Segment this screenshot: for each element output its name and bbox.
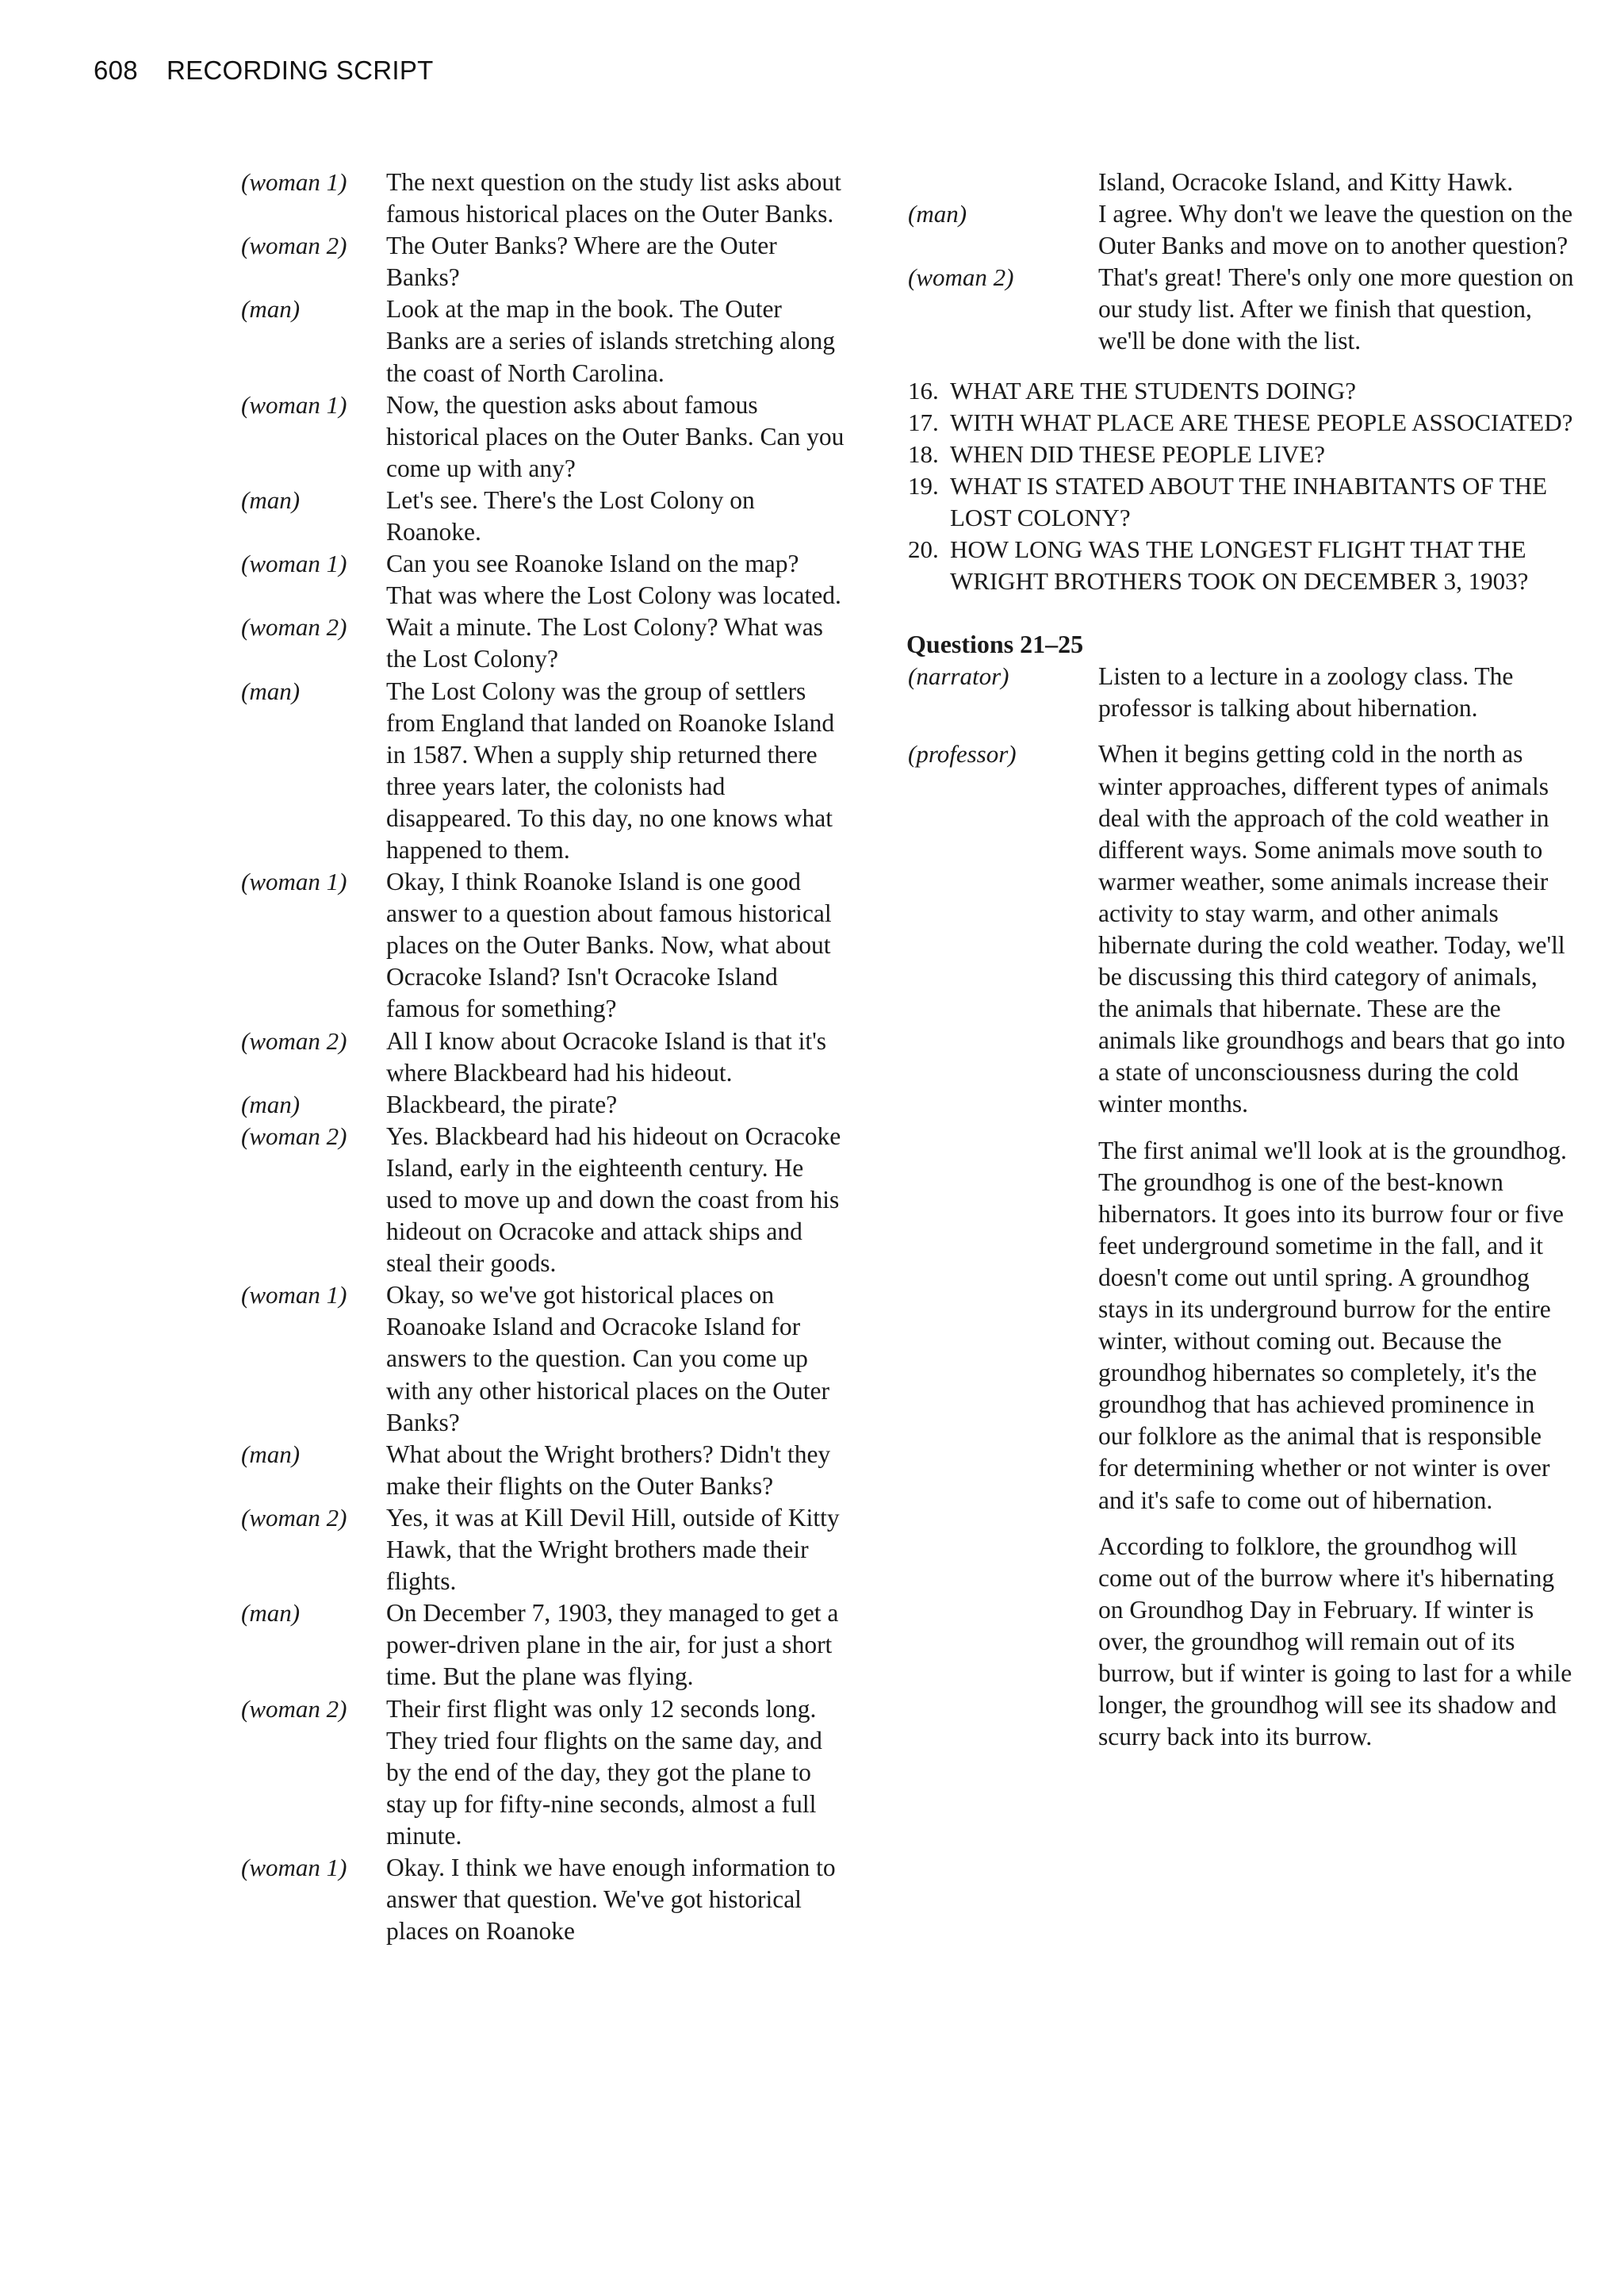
question-number: 20. (908, 535, 939, 564)
lecture-paragraph: According to folklore, the groundhog will come out of the burrow where it's hibernating on Groundhog Day in February. If winter is over, the groundhog will remain out of its burrow, but if winter is going to last for a while longer, the groundhog will see its shadow and scurry back into its burrow. (1098, 1532, 1572, 1751)
speaker-label: (woman 2) (241, 232, 347, 260)
speaker-label: (woman 2) (241, 1694, 347, 1723)
section-heading: Questions 21–25 (906, 630, 1084, 659)
dialogue-line (241, 485, 845, 548)
dialogue-text: The Lost Colony was the group of settlers from England that landed on Roanoke Island in 1587. When a supply ship returned there three years later, the colonists had disappeared. To this day, no one knows what happened to them. (386, 677, 835, 864)
speaker-label: (woman 1) (241, 1853, 347, 1881)
page-number: 608 (94, 56, 138, 85)
speaker-label: (woman 2) (241, 613, 347, 642)
dialogue-text: Can you see Roanoke Island on the map? That was where the Lost Colony was located. (386, 550, 841, 610)
dialogue-continuation: Island, Ocracoke Island, and Kitty Hawk. (1098, 168, 1514, 196)
lecture-line (908, 738, 1574, 1120)
dialogue-line (241, 1597, 845, 1693)
dialogue-text: Okay. I think we have enough information to answer that question. We've got historical places on Roanoke (386, 1853, 836, 1946)
question-item (908, 534, 1574, 597)
speaker-label: (woman 1) (241, 1281, 347, 1309)
dialogue-line (908, 262, 1574, 357)
left-column (241, 167, 845, 1947)
dialogue-line (241, 1089, 845, 1121)
lecture-text: When it begins getting cold in the north as winter approaches, different types of animals deal with the approach of the cold weather in different ways. Some animals move south to warmer weather, some animals increase their activity to stay warm, and other animals hibernate during the cold weather. Today, we'll be discussing this third category of animals, the animals that hibernate. These are the animals like groundhogs and bears that go into a state of unconsciousness during the cold winter months. (1098, 740, 1565, 1118)
dialogue-line (241, 1279, 845, 1438)
dialogue-text: The Outer Banks? Where are the Outer Banks? (386, 232, 777, 292)
dialogue-line (241, 612, 845, 675)
speaker-label: (man) (241, 1440, 301, 1468)
dialogue-text: I agree. Why don't we leave the question on the Outer Banks and move on to another question? (1098, 200, 1573, 260)
dialogue-text: All I know about Ocracoke Island is that it's where Blackbeard had his hideout. (386, 1026, 827, 1087)
question-number: 17. (908, 408, 939, 436)
speaker-label: (man) (241, 295, 301, 324)
question-number: 16. (908, 376, 939, 405)
dialogue-text: Let's see. There's the Lost Colony on Roanoke. (386, 485, 755, 546)
dialogue-line (241, 293, 845, 389)
dialogue-line (241, 676, 845, 867)
speaker-label: (man) (241, 485, 301, 514)
right-column (908, 167, 1574, 1753)
speaker-label: (woman 2) (241, 1503, 347, 1532)
speaker-label: (woman 2) (241, 1026, 347, 1055)
dialogue-text: Okay, so we've got historical places on Roanoake Island and Ocracoke Island for answers to the question. Can you come up with any other historical places on the Outer Banks? (386, 1281, 829, 1436)
question-text: HOW LONG WAS THE LONGEST FLIGHT THAT THE WRIGHT BROTHERS TOOK ON DECEMBER 3, 1903? (950, 535, 1529, 596)
speaker-label: (woman 1) (241, 390, 347, 419)
speaker-label: (woman 2) (908, 263, 1014, 292)
dialogue-line (241, 167, 845, 230)
dialogue-line (241, 866, 845, 1025)
speaker-label: (professor) (908, 740, 1017, 769)
lecture-line (908, 661, 1574, 724)
dialogue-text: Yes, it was at Kill Devil Hill, outside of Kitty Hawk, that the Wright brothers made their flights. (386, 1503, 840, 1596)
dialogue-line (241, 1693, 845, 1852)
question-item (908, 470, 1574, 534)
dialogue-line (241, 1026, 845, 1089)
dialogue-line (241, 1121, 845, 1279)
dialogue-text: Now, the question asks about famous historical places on the Outer Banks. Can you come up with any? (386, 390, 845, 482)
question-number: 18. (908, 439, 939, 468)
lecture-text: Listen to a lecture in a zoology class. The professor is talking about hibernation. (1098, 662, 1514, 723)
dialogue-text: On December 7, 1903, they managed to get a power-driven plane in the air, for just a short time. But the plane was flying. (386, 1599, 839, 1691)
dialogue-line (241, 548, 845, 612)
dialogue-line (241, 1852, 845, 1947)
question-text: WITH WHAT PLACE ARE THESE PEOPLE ASSOCIATED? (950, 408, 1573, 436)
page-header (94, 56, 434, 86)
dialogue-text: That's great! There's only one more question on our study list. After we finish that question, we'll be done with the list. (1098, 263, 1574, 355)
speaker-label: (woman 1) (241, 868, 347, 896)
question-number: 19. (908, 471, 939, 500)
dialogue-text: Wait a minute. The Lost Colony? What was the Lost Colony? (386, 613, 823, 673)
question-text: WHEN DID THESE PEOPLE LIVE? (950, 439, 1325, 468)
dialogue-text: Yes. Blackbeard had his hideout on Ocracoke Island, early in the eighteenth century. He used to move up and down the coast from his hideout on Ocracoke and attack ships and steal their goods. (386, 1121, 841, 1278)
dialogue-text: Okay, I think Roanoke Island is one good answer to a question about famous historical places on the Outer Banks. Now, what about Ocracoke Island? Isn't Ocracoke Island famous for something? (386, 868, 832, 1023)
speaker-label: (man) (241, 1599, 301, 1628)
speaker-label: (man) (241, 677, 301, 705)
question-text: WHAT IS STATED ABOUT THE INHABITANTS OF THE LOST COLONY? (950, 471, 1548, 531)
speaker-label: (narrator) (908, 662, 1009, 691)
speaker-label: (man) (908, 200, 967, 228)
dialogue-text: What about the Wright brothers? Didn't they make their flights on the Outer Banks? (386, 1440, 831, 1500)
dialogue-line (241, 230, 845, 293)
dialogue-text: Look at the map in the book. The Outer Banks are a series of islands stretching along the coast of North Carolina. (386, 295, 835, 387)
speaker-label: (woman 1) (241, 168, 347, 196)
speaker-label: (woman 2) (241, 1121, 347, 1150)
dialogue-line (241, 1502, 845, 1597)
lecture-paragraph: The first animal we'll look at is the groundhog. The groundhog is one of the best-known hibernators. It goes into its burrow four or five feet underground sometime in the fall, and it doesn't come out until spring. A groundhog stays in its underground burrow for the entire winter, without coming out. Because the groundhog hibernates so completely, it's the groundhog that has achieved prominence in our folklore as the animal that is responsible for determining whether or not winter is over and it's safe to come out of hibernation. (1098, 1136, 1567, 1514)
speaker-label: (woman 1) (241, 550, 347, 578)
dialogue-text: Their first flight was only 12 seconds long. They tried four flights on the same day, and by the end of the day, they got the plane to stay up for fifty-nine seconds, almost a full minute. (386, 1694, 822, 1850)
question-text: WHAT ARE THE STUDENTS DOING? (950, 376, 1357, 405)
speaker-label: (man) (241, 1090, 301, 1118)
dialogue-line (241, 389, 845, 485)
question-item (908, 375, 1574, 407)
question-item (908, 407, 1574, 439)
question-list (908, 375, 1574, 598)
dialogue-line (241, 1439, 845, 1502)
page-running-title: RECORDING SCRIPT (166, 56, 434, 85)
dialogue-text: Blackbeard, the pirate? (386, 1090, 618, 1118)
dialogue-line (908, 198, 1574, 262)
dialogue-text: The next question on the study list asks about famous historical places on the Outer Banks. (386, 168, 841, 228)
question-item (908, 439, 1574, 470)
